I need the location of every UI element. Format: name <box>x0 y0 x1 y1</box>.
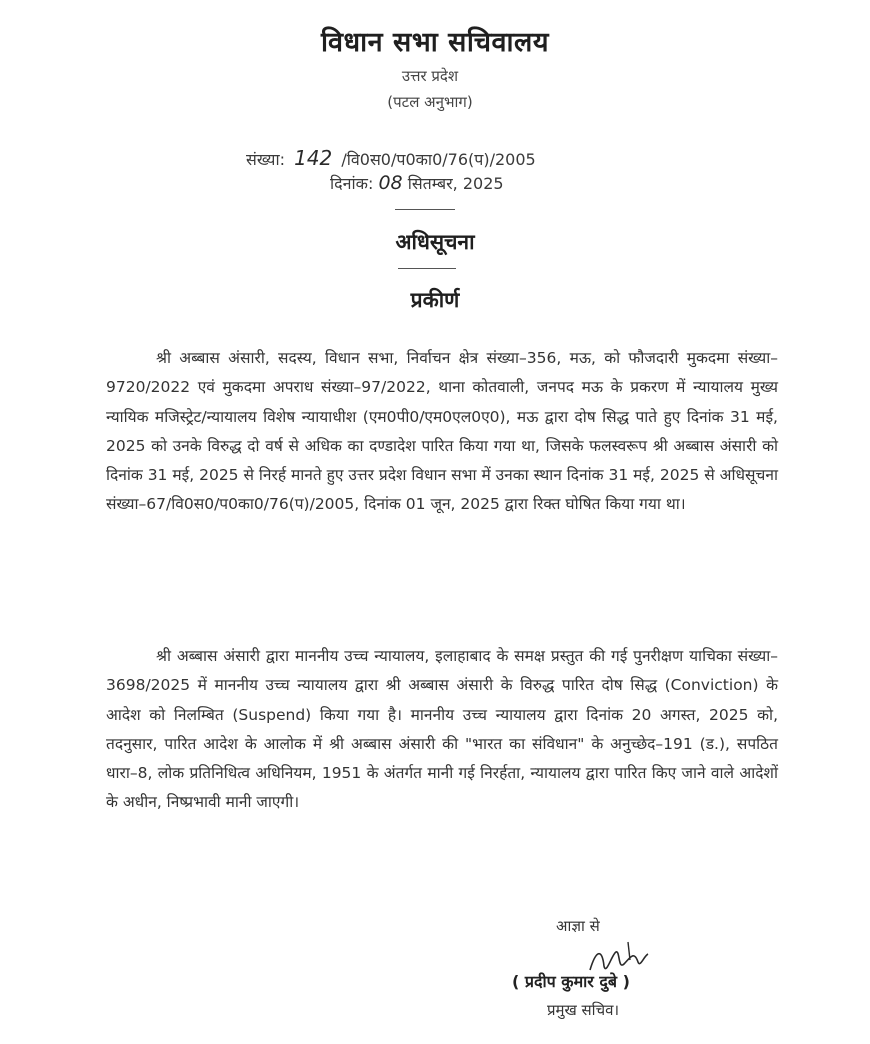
date-label: दिनांक: <box>330 174 374 193</box>
section-name: (पटल अनुभाग) <box>387 93 473 111</box>
signatory-designation: प्रमुख सचिव। <box>547 1001 620 1019</box>
date-rest: सितम्बर, 2025 <box>407 174 504 193</box>
body-paragraph-1: श्री अब्बास अंसारी, सदस्य, विधान सभा, निर्वाचन क्षेत्र संख्या–356, मऊ, को फौजदारी मुकदमा संख्या–9720/2022 एवं मुकदमा अपराध संख्या–97/2022, थाना कोतवाली, जनपद मऊ के प्रकरण में न्यायालय मुख्य न्यायिक मजिस्ट्रेट/न्यायालय विशेष न्यायाधीश (एम0पी0/एम0एल0ए0), मऊ द्वारा दोष सिद्ध पाते हुए दिनांक 31 मई, 2025 को उनके विरुद्ध दो वर्ष से अधिक का दण्डादेश पारित किया गया था, जिसके फलस्वरूप श्री अब्बास अंसारी को दिनांक 31 मई, 2025 से निरर्ह मानते हुए उत्तर प्रदेश विधान सभा में उनका स्थान दिनांक 31 मई, 2025 से अधिसूचना संख्या–67/वि0स0/प0का0/76(प)/2005, दिनांक 01 जून, 2025 द्वारा रिक्त घोषित किया गया था। <box>106 349 778 514</box>
divider <box>395 209 455 210</box>
reference-handwritten-number: 142 <box>294 146 333 170</box>
signatory-name: ( प्रदीप कुमार दुबे ) <box>512 972 630 991</box>
reference-prefix: संख्या: <box>246 150 285 169</box>
body-paragraph-2: श्री अब्बास अंसारी द्वारा माननीय उच्च न्यायालय, इलाहाबाद के समक्ष प्रस्तुत की गई पुनरीक्षण याचिका संख्या–3698/2025 में माननीय उच्च न्यायालय द्वारा श्री अब्बास अंसारी के विरुद्ध पारित दोष सिद्ध (Conviction) के आदेश को निलम्बित (Suspend) किया गया है। माननीय उच्च न्यायालय द्वारा दिनांक 20 अगस्त, 2025 को, तदनुसार, पारित आदेश के आलोक में श्री अब्बास अंसारी की "भारत का संविधान" के अनुच्छेद–191 (ड.), सपठित धारा–8, लोक प्रतिनिधित्व अधिनियम, 1951 के अंतर्गत मानी गई निरर्हता, न्यायालय द्वारा पारित किए जाने वाले आदेशों के अधीन, निष्प्रभावी मानी जाएगी। <box>106 647 778 812</box>
date-handwritten-day: 08 <box>378 172 403 194</box>
notification-heading: अधिसूचना <box>395 230 475 254</box>
reference-suffix: /वि0स0/प0का0/76(प)/2005 <box>341 150 536 169</box>
reference-date <box>330 172 504 194</box>
misc-heading: प्रकीर्ण <box>410 288 460 312</box>
state-name: उत्तर प्रदेश <box>401 67 459 85</box>
reference-number <box>246 146 536 170</box>
by-order-line: आज्ञा से <box>556 917 600 935</box>
divider <box>398 268 456 269</box>
document-title: विधान सभा सचिवालय <box>321 27 549 58</box>
